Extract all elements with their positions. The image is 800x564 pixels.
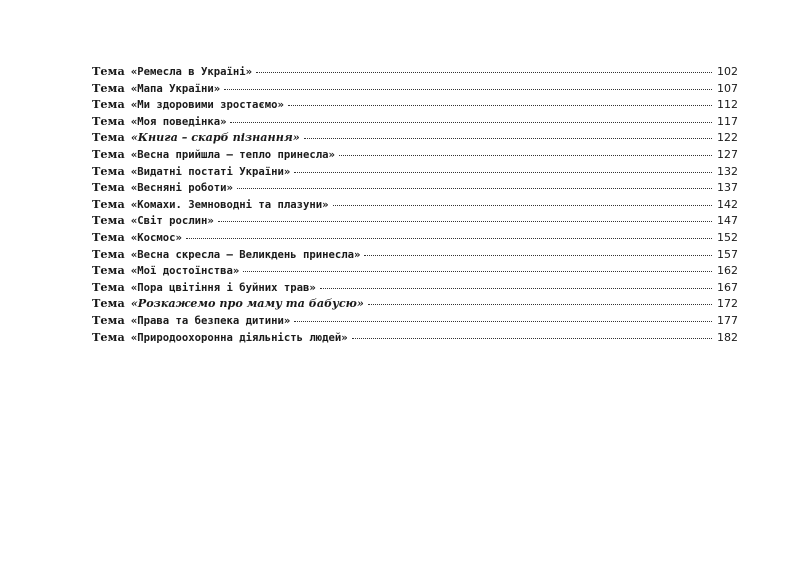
- toc-entry-page-number: 177: [717, 313, 738, 327]
- toc-entry-title: «Природоохоронна діяльність людей»: [130, 331, 348, 344]
- toc-entry-prefix: Тема: [92, 64, 125, 78]
- toc-entry-title: «Ремесла в Україні»: [130, 66, 252, 78]
- toc-entry-prefix: Тема: [92, 146, 125, 161]
- toc-entry-title: «Пора цвітіння і буйних трав»: [130, 281, 316, 294]
- dot-leader: [368, 298, 712, 305]
- toc-entry-title: «Мапа України»: [130, 82, 221, 95]
- dot-leader: [320, 282, 712, 289]
- toc-entry-page-number: 167: [717, 280, 738, 294]
- toc-entry-prefix: Тема: [92, 213, 125, 228]
- toc-entry-prefix: Тема: [92, 130, 125, 145]
- toc-entry-page-number: 137: [717, 181, 738, 195]
- toc-entry-page-number: 172: [717, 297, 738, 311]
- toc-entry[interactable]: [92, 146, 738, 163]
- toc-entry[interactable]: [92, 229, 738, 246]
- toc-entry[interactable]: [92, 129, 738, 146]
- toc-entry-title: «Мої достоїнства»: [130, 265, 240, 278]
- toc-entry-title: «Весна скресла – Великдень принесла»: [130, 248, 361, 261]
- toc-entry-page-number: 127: [717, 147, 738, 161]
- toc-entry-page-number: 107: [717, 81, 738, 95]
- toc-entry[interactable]: [92, 179, 738, 196]
- toc-entry-page-number: 182: [717, 330, 738, 344]
- toc-entry-prefix: Тема: [92, 180, 125, 195]
- dot-leader: [288, 99, 712, 106]
- toc-entry-prefix: Тема: [92, 329, 125, 344]
- toc-entry-title: «Світ рослин»: [130, 215, 214, 228]
- toc-entry-page-number: 132: [717, 164, 738, 178]
- toc-entry-page-number: 142: [717, 197, 738, 211]
- dot-leader: [352, 332, 712, 339]
- toc-entry[interactable]: [92, 312, 738, 329]
- dot-leader: [186, 232, 712, 239]
- toc-entry[interactable]: [92, 295, 738, 312]
- toc-entry-title: «Видатні постаті України»: [130, 165, 291, 178]
- table-of-contents: [92, 63, 738, 345]
- dot-leader: [230, 116, 712, 123]
- dot-leader: [364, 249, 712, 256]
- toc-entry-prefix: Тема: [92, 246, 125, 261]
- toc-entry-page-number: 122: [717, 131, 738, 145]
- toc-entry[interactable]: [92, 80, 738, 97]
- toc-entry-title: «Весна прийшла – тепло принесла»: [130, 148, 335, 161]
- dot-leader: [256, 66, 712, 73]
- toc-entry-title: «Розкажемо про маму та бабусю»: [130, 296, 364, 311]
- toc-entry-page-number: 117: [717, 114, 738, 128]
- dot-leader: [339, 149, 712, 156]
- dot-leader: [294, 166, 712, 173]
- dot-leader: [224, 83, 712, 90]
- toc-entry-prefix: Тема: [92, 196, 125, 211]
- dot-leader: [218, 215, 712, 222]
- toc-entry-title: «Книга – скарб пізнання»: [130, 130, 300, 145]
- dot-leader: [333, 199, 712, 206]
- toc-entry[interactable]: [92, 96, 738, 113]
- toc-entry[interactable]: [92, 63, 738, 80]
- toc-entry[interactable]: [92, 196, 738, 213]
- toc-entry[interactable]: [92, 279, 738, 296]
- toc-entry-title: «Весняні роботи»: [130, 182, 233, 195]
- toc-entry-prefix: Тема: [92, 263, 125, 278]
- dot-leader: [243, 265, 712, 272]
- toc-entry-prefix: Тема: [92, 97, 125, 112]
- dot-leader: [294, 315, 712, 322]
- toc-entry-prefix: Тема: [92, 312, 125, 327]
- toc-entry-page-number: 112: [717, 98, 738, 112]
- toc-entry-page-number: 157: [717, 247, 738, 261]
- toc-entry[interactable]: [92, 163, 738, 180]
- toc-entry-title: «Ми здоровими зростаємо»: [130, 99, 284, 112]
- toc-entry-title: «Комахи. Земноводні та плазуни»: [130, 198, 329, 211]
- dot-leader: [237, 182, 712, 189]
- toc-entry-prefix: Тема: [92, 163, 125, 178]
- toc-entry[interactable]: [92, 246, 738, 263]
- toc-entry-prefix: Тема: [92, 113, 125, 128]
- toc-entry-prefix: Тема: [92, 296, 125, 311]
- toc-entry-title: «Моя поведінка»: [130, 115, 227, 128]
- toc-entry[interactable]: [92, 262, 738, 279]
- dot-leader: [304, 132, 712, 139]
- toc-entry-prefix: Тема: [92, 80, 125, 95]
- toc-entry-page-number: 147: [717, 214, 738, 228]
- toc-entry[interactable]: [92, 212, 738, 229]
- toc-entry[interactable]: [92, 329, 738, 346]
- toc-entry[interactable]: [92, 113, 738, 130]
- toc-entry-title: «Права та безпека дитини»: [130, 314, 291, 327]
- toc-entry-page-number: 102: [717, 65, 738, 78]
- toc-entry-prefix: Тема: [92, 229, 125, 244]
- toc-entry-page-number: 162: [717, 264, 738, 278]
- toc-entry-page-number: 152: [717, 230, 738, 244]
- toc-entry-prefix: Тема: [92, 279, 125, 294]
- toc-entry-title: «Космос»: [130, 231, 182, 244]
